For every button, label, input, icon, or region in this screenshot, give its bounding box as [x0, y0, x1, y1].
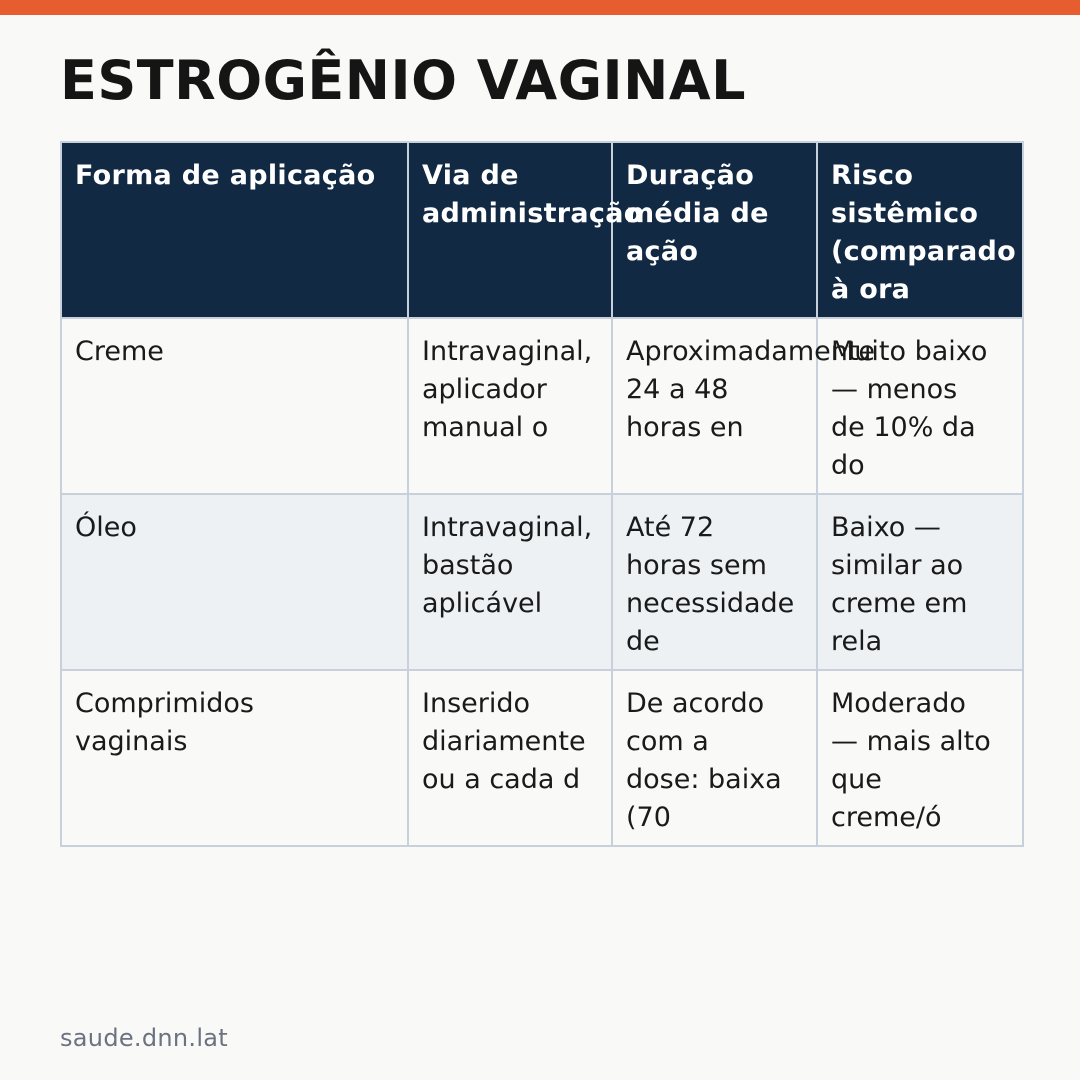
table-row	[61, 670, 1023, 846]
cell-line: aplicador	[422, 374, 547, 405]
cell-text	[422, 685, 599, 799]
cell-line: que	[831, 764, 882, 795]
top-accent-bar	[0, 0, 1080, 15]
cell-line: com a	[626, 726, 709, 757]
cell-line: Inserido	[422, 688, 531, 719]
header-text	[831, 157, 1016, 309]
header-text	[626, 157, 804, 271]
cell-line: 24 a 48	[626, 374, 729, 405]
header-line: Forma de aplicação	[75, 160, 376, 191]
cell-line: (70	[626, 802, 671, 833]
cell-line: dose: baixa	[626, 764, 782, 795]
cell-line: horas en	[626, 412, 744, 443]
cell-text	[831, 509, 1010, 661]
header-line: média de	[626, 198, 769, 229]
cell-line: Creme	[75, 336, 164, 367]
cell-line: Intravaginal,	[422, 336, 593, 367]
table-header-row	[61, 142, 1023, 318]
cell-route	[408, 494, 612, 670]
cell-line: De acordo	[626, 688, 765, 719]
header-application-form	[61, 142, 408, 318]
cell-duration	[612, 670, 817, 846]
cell-line: Muito baixo	[831, 336, 988, 367]
cell-text	[831, 333, 1010, 485]
cell-text	[626, 333, 876, 447]
cell-text	[75, 333, 395, 371]
cell-application-form	[61, 670, 408, 846]
header-duration	[612, 142, 817, 318]
header-line: à ora	[831, 274, 911, 305]
cell-line: Aproximadamente	[626, 336, 876, 367]
cell-line: — mais alto	[831, 726, 991, 757]
cell-line: de 10% da	[831, 412, 976, 443]
cell-line: similar ao	[831, 550, 964, 581]
cell-text	[831, 685, 1010, 837]
cell-line: diariamente	[422, 726, 586, 757]
cell-line: horas sem	[626, 550, 767, 581]
cell-line: bastão	[422, 550, 514, 581]
header-text	[422, 157, 643, 233]
table-row	[61, 318, 1023, 494]
cell-text	[75, 509, 395, 547]
comparison-table-container	[60, 141, 1022, 847]
comparison-table	[60, 141, 1024, 847]
header-text	[75, 157, 395, 195]
cell-line: ou a cada d	[422, 764, 581, 795]
cell-text	[626, 685, 804, 837]
header-line: Risco	[831, 160, 914, 191]
cell-text	[626, 509, 804, 661]
cell-line: Até 72	[626, 512, 715, 543]
header-systemic-risk	[817, 142, 1023, 318]
cell-line: Intravaginal,	[422, 512, 593, 543]
header-line: Duração	[626, 160, 755, 191]
cell-application-form	[61, 494, 408, 670]
cell-text	[422, 333, 599, 447]
cell-text	[75, 685, 395, 761]
header-line: Via de	[422, 160, 519, 191]
cell-line: Comprimidos	[75, 688, 254, 719]
cell-line: do	[831, 450, 865, 481]
cell-line: rela	[831, 626, 883, 657]
footer-source: saude.dnn.lat	[60, 1024, 229, 1052]
cell-text	[422, 509, 599, 623]
cell-line: manual o	[422, 412, 549, 443]
page-title: ESTROGÊNIO VAGINAL	[60, 49, 747, 112]
cell-route	[408, 318, 612, 494]
header-route	[408, 142, 643, 318]
cell-line: Óleo	[75, 512, 137, 543]
cell-line: Baixo —	[831, 512, 941, 543]
cell-systemic-risk	[817, 318, 1023, 494]
header-line: sistêmico	[831, 198, 979, 229]
cell-line: — menos	[831, 374, 958, 405]
cell-line: necessidade	[626, 588, 795, 619]
cell-application-form	[61, 318, 408, 494]
cell-line: de	[626, 626, 660, 657]
cell-systemic-risk	[817, 494, 1023, 670]
cell-line: creme/ó	[831, 802, 942, 833]
cell-duration	[612, 494, 817, 670]
cell-line: creme em	[831, 588, 968, 619]
table-row	[61, 494, 1023, 670]
cell-line: vaginais	[75, 726, 188, 757]
header-line: (comparado	[831, 236, 1016, 267]
header-line: administração	[422, 198, 643, 229]
header-line: ação	[626, 236, 699, 267]
cell-systemic-risk	[817, 670, 1023, 846]
cell-line: aplicável	[422, 588, 543, 619]
cell-route	[408, 670, 612, 846]
cell-line: Moderado	[831, 688, 966, 719]
